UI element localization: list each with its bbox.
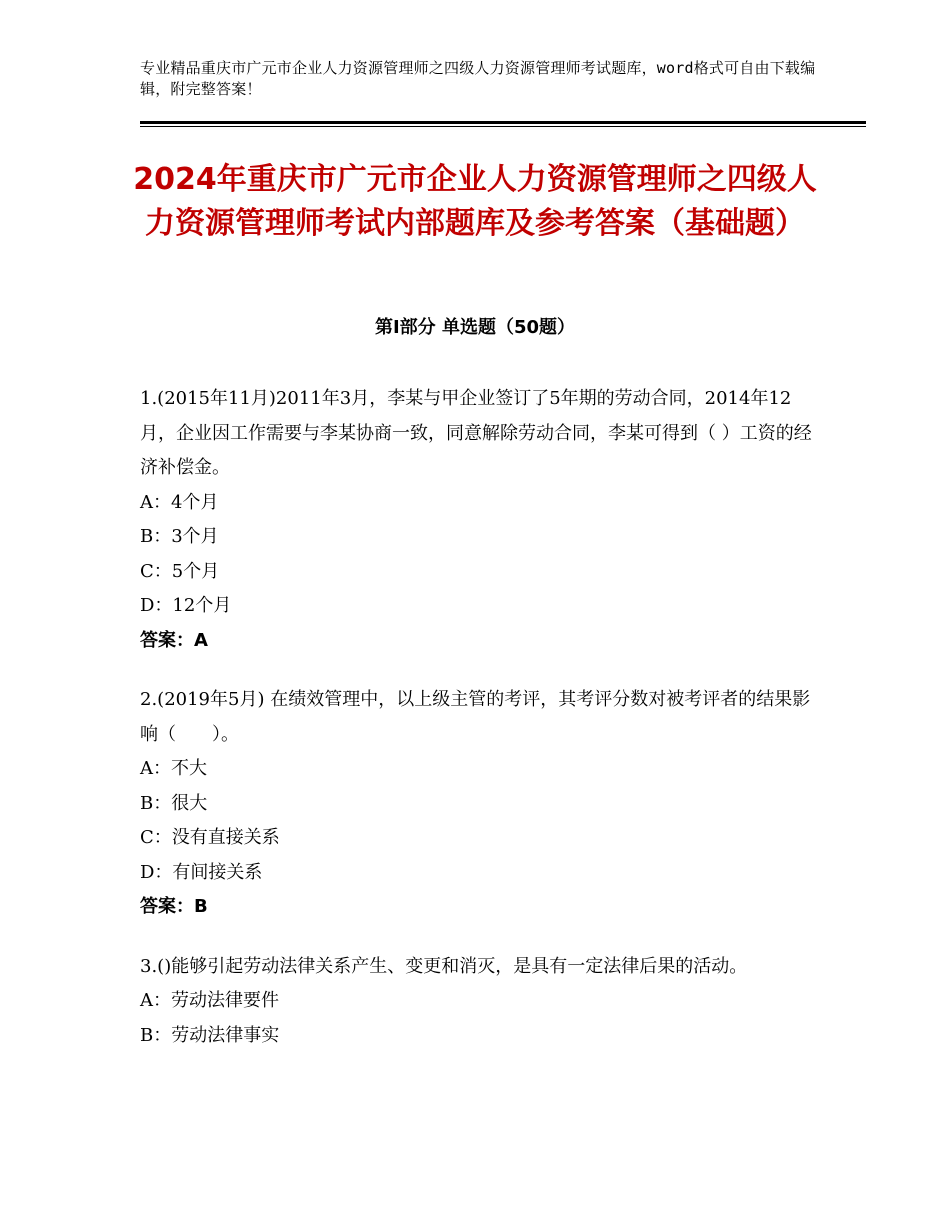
- section-title: 第Ⅰ部分 单选题（50题）: [374, 317, 575, 338]
- header-divider-thick: [140, 121, 866, 124]
- question-stem: 3.()能够引起劳动法律关系产生、变更和消灭，是具有一定法律后果的活动。: [140, 955, 748, 977]
- option-c: C：没有直接关系: [140, 827, 280, 848]
- answer-label: 答案：B: [140, 896, 208, 917]
- option-b: B：3个月: [140, 526, 219, 547]
- header-note: 专业精品重庆市广元市企业人力资源管理师之四级人力资源管理师考试题库，word格式可自由下载编辑，附完整答案！: [140, 59, 816, 98]
- option-d: D：12个月: [140, 595, 232, 616]
- option-a: A：不大: [140, 758, 207, 779]
- option-b: B：劳动法律事实: [140, 1024, 280, 1046]
- option-b: B：很大: [140, 792, 208, 814]
- option-c: C：5个月: [140, 560, 220, 582]
- question-stem: 1.(2015年11月)2011年3月，李某与甲企业签订了5年期的劳动合同，2014年12月，企业因工作需要与李某协商一致，同意解除劳动合同，李某可得到（ ）工资的经济补偿金。: [140, 388, 812, 478]
- question-stem: 2.(2019年5月) 在绩效管理中，以上级主管的考评，其考评分数对被考评者的结果影响（ ）。: [140, 689, 811, 745]
- question-list: [140, 382, 812, 1078]
- option-a: A：4个月: [140, 491, 219, 513]
- question-3: [140, 950, 812, 1054]
- header-divider-thin: [140, 126, 866, 127]
- option-d: D：有间接关系: [140, 861, 263, 883]
- option-a: A：劳动法律要件: [140, 990, 279, 1011]
- answer-label: 答案：A: [140, 629, 208, 651]
- question-2: [140, 683, 812, 925]
- question-1: [140, 382, 812, 658]
- document-title: 2024年重庆市广元市企业人力资源管理师之四级人力资源管理师考试内部题库及参考答案（基础题）: [133, 162, 817, 241]
